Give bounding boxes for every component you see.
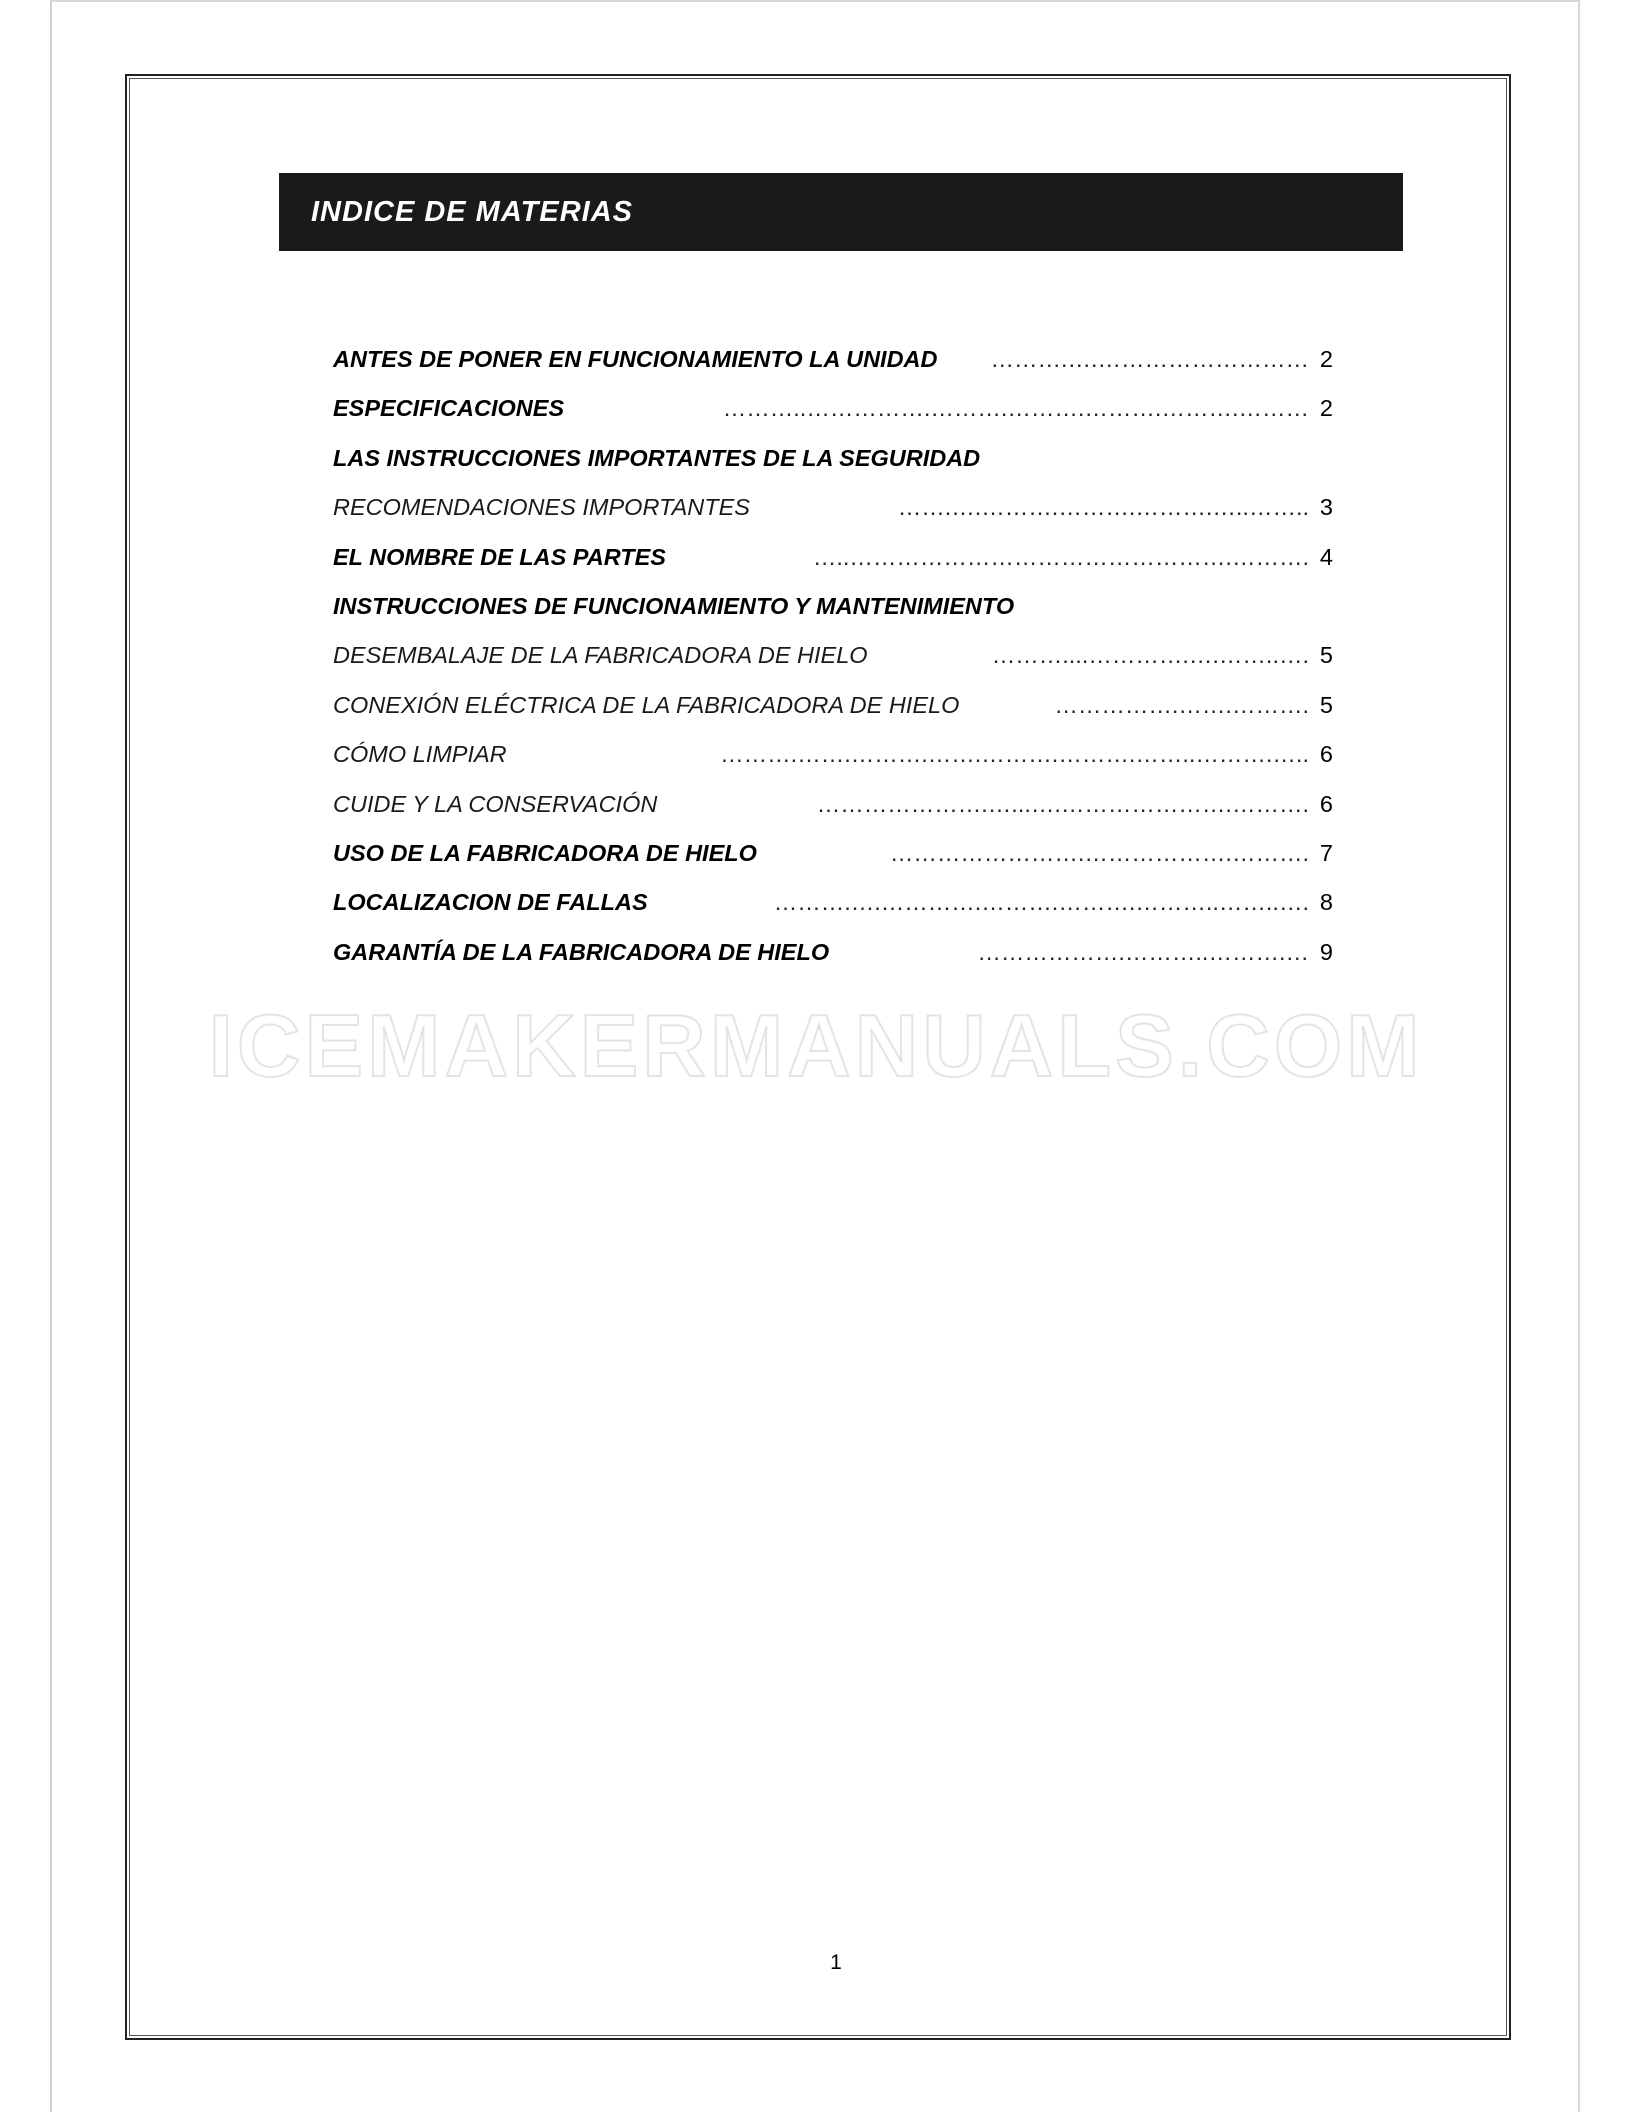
page-edge-top: [50, 0, 1580, 2]
toc-entry[interactable]: [333, 533, 1333, 582]
toc-entry-label: EL NOMBRE DE LAS PARTES: [333, 543, 666, 570]
toc-entry-label: LOCALIZACION DE FALLAS: [333, 889, 648, 916]
toc-entry-label: GARANTÍA DE LA FABRICADORA DE HIELO: [333, 938, 830, 965]
toc-entry-leader: ………....………….….……..….: [991, 642, 1309, 669]
toc-entry-page: 6: [1319, 741, 1333, 768]
toc-entry-page: 5: [1319, 691, 1333, 718]
toc-entry-label: ESPECIFICACIONES: [333, 395, 565, 422]
toc-entry-label: CUIDE Y LA CONSERVACIÓN: [333, 790, 658, 817]
toc-entry-label: CONEXIÓN ELÉCTRICA DE LA FABRICADORA DE HIELO: [333, 691, 960, 718]
page-number: 1: [830, 1951, 842, 1974]
toc-entry-page: 5: [1319, 642, 1333, 669]
toc-entry-leader: ……….….………….……….……….………..……..….: [773, 889, 1309, 916]
toc-entry-label: USO DE LA FABRICADORA DE HIELO: [333, 839, 757, 866]
toc-entry[interactable]: [333, 730, 1333, 779]
toc-entry-leader: ……………….………..……….…: [977, 938, 1309, 965]
toc-entry-label: RECOMENDACIONES IMPORTANTES: [333, 494, 750, 521]
toc-entry-leader: …….….……….……….……….…..……..: [897, 494, 1309, 521]
toc-entry[interactable]: [333, 780, 1333, 829]
page-title: INDICE DE MATERIAS: [311, 196, 633, 228]
toc-entry[interactable]: [333, 384, 1333, 433]
toc-entry-page: 7: [1319, 839, 1333, 866]
toc-entry-leader: ……….….………………………: [990, 346, 1309, 372]
toc-entry[interactable]: [333, 335, 1333, 384]
toc-entry-page: 2: [1319, 346, 1333, 372]
toc-entry-label: ANTES DE PONER EN FUNCIONAMIENTO LA UNIDAD: [333, 346, 938, 372]
toc-entry-page: 9: [1319, 938, 1333, 965]
toc-entry-label: INSTRUCCIONES DE FUNCIONAMIENTO Y MANTENIMIENTO: [333, 592, 1015, 619]
toc-entry[interactable]: [333, 829, 1333, 878]
page-edge-right: [1578, 0, 1580, 2112]
toc-entry-page: 8: [1319, 889, 1333, 916]
page-edge-left: [50, 0, 52, 2112]
toc-entry[interactable]: [333, 681, 1333, 730]
toc-entry-page: 3: [1319, 494, 1333, 521]
toc-entry-leader: ……….…….……….…….……….……….……..……….…..: [720, 741, 1309, 768]
toc-entry[interactable]: [333, 928, 1333, 977]
toc-section-heading: [333, 582, 1333, 631]
toc-entry-page: 2: [1319, 395, 1333, 422]
toc-entry-leader: ………………….…...….………………….……….: [816, 790, 1309, 817]
toc-entry-leader: ………..…………….……….……….……….……….………: [722, 395, 1309, 422]
table-of-contents: [333, 335, 1333, 977]
toc-entry[interactable]: [333, 631, 1333, 680]
toc-entry-label: CÓMO LIMPIAR: [333, 741, 507, 768]
toc-entry-page: 6: [1319, 790, 1333, 817]
title-bar: [279, 173, 1403, 251]
toc-entry-leader: …………………….……………….……….: [889, 839, 1309, 866]
toc-entry-label: LAS INSTRUCCIONES IMPORTANTES DE LA SEGURIDAD: [333, 444, 981, 471]
toc-entry[interactable]: [333, 878, 1333, 927]
toc-entry-leader: …..………………………………………….……….: [812, 543, 1309, 570]
toc-entry[interactable]: [333, 483, 1333, 532]
toc-entry-label: DESEMBALAJE DE LA FABRICADORA DE HIELO: [333, 642, 868, 669]
toc-entry-leader: …………….…….……….: [1054, 691, 1309, 718]
watermark: ICEMAKERMANUALS.COM: [208, 996, 1424, 1095]
toc-entry-page: 4: [1319, 543, 1333, 570]
toc-section-heading: [333, 434, 1333, 483]
